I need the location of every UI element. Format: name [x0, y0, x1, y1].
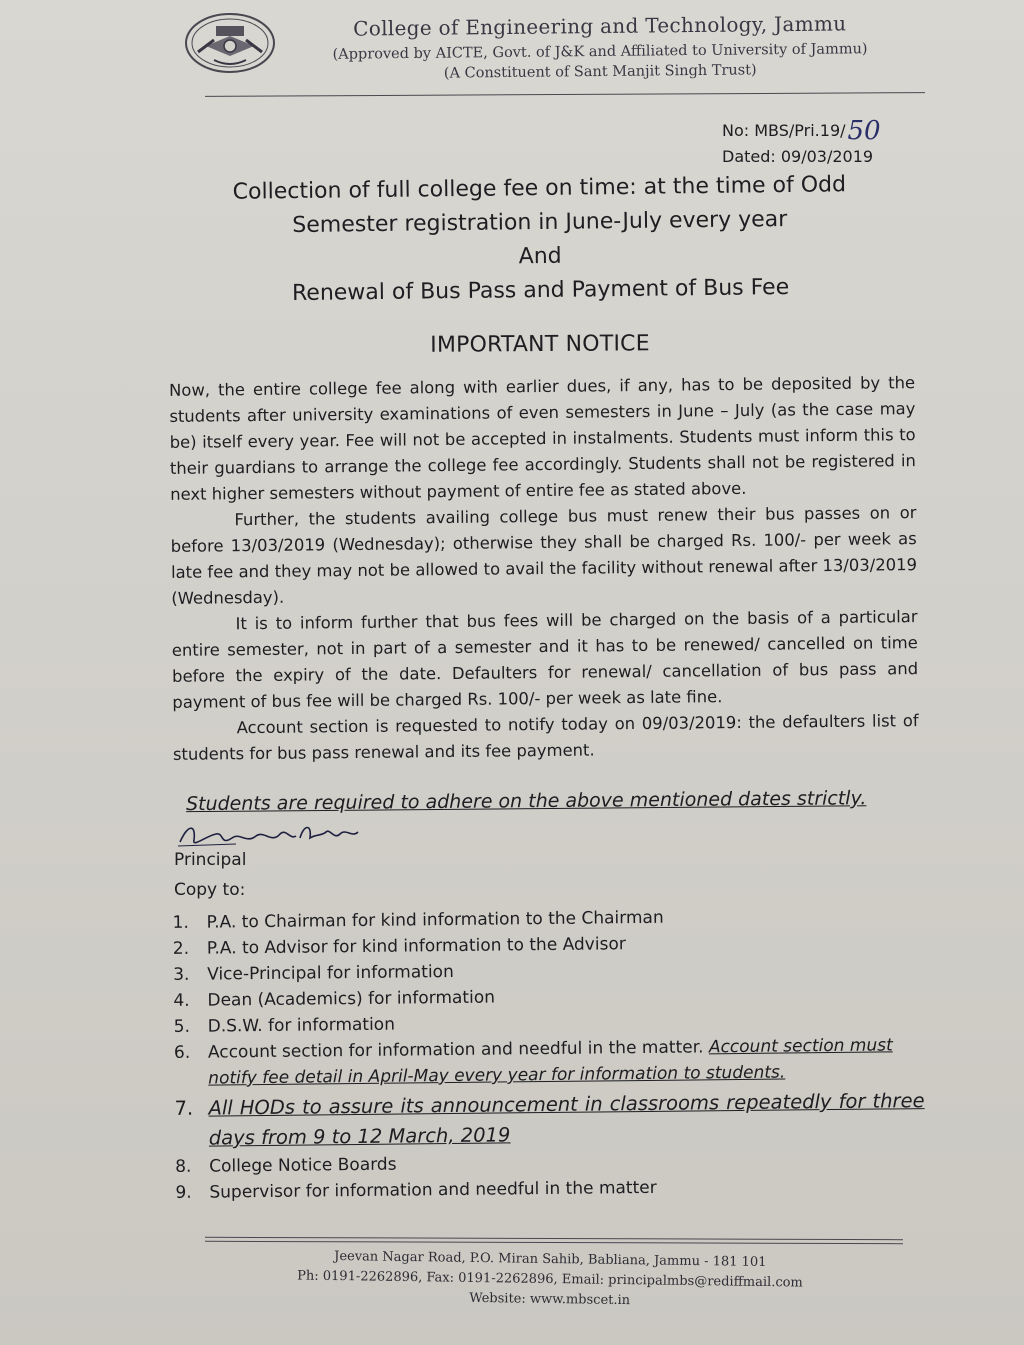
footer-divider: [205, 1237, 903, 1244]
list-item: 9. Supervisor for information and needful in the matter: [175, 1177, 657, 1203]
reference-date: Dated: 09/03/2019: [722, 147, 874, 166]
principal-signature: [176, 818, 366, 852]
title-line: Renewal of Bus Pass and Payment of Bus Fee: [291, 274, 790, 307]
title-line: Semester registration in June-July every year: [292, 206, 788, 239]
approval-line: (Approved by AICTE, Govt. of J&K and Affiliated to University of Jammu): [332, 41, 868, 63]
list-item: 2. P.A. to Advisor for kind information to the Advisor: [172, 934, 626, 959]
list-item: 4. Dean (Academics) for information: [173, 987, 496, 1011]
copy-to-label: Copy to:: [174, 880, 246, 900]
title-line: Collection of full college fee on time: at the time of Odd: [232, 172, 847, 205]
footer-website: Website: www.mbscet.in: [469, 1290, 631, 1309]
college-logo-emblem: [184, 12, 276, 74]
list-item: 8. College Notice Boards: [175, 1154, 397, 1177]
reference-number: No: MBS/Pri.19/50: [722, 116, 881, 146]
list-item: 5. D.S.W. for information: [173, 1014, 396, 1037]
important-notice-heading: IMPORTANT NOTICE: [430, 331, 650, 358]
list-item: 7. All HODs to assure its announcement in classrooms repeatedly for three days from 9 to 12 March, 2019: [174, 1089, 925, 1150]
footer-contact: [240, 1246, 861, 1315]
letterhead: [300, 11, 901, 83]
paragraph: Further, the students availing college bus must renew their bus passes on or before 13/03/2019 (Wednesday); otherwise they shall be charged Rs. 100/- per week as late fee and they may not be allowed to avail the facility without renewal after 13/03/2019 (Wednesday).: [170, 503, 918, 608]
account-section-note: Account section must notify fee detail in April-May every year for information to students.: [208, 1035, 893, 1089]
list-item: 6. Account section for information and needful in the matter. Account section must notify fee detail in April-May every year for information to students.: [173, 1035, 893, 1089]
list-item: 1. P.A. to Chairman for kind information to the Chairman: [172, 907, 664, 933]
paragraph: It is to inform further that bus fees will be charged on the basis of a particular entire semester, not in part of a semester and it has to be renewed/ cancelled on time before the expiry of the date. Defaulters for renewal/ cancellation of bus pass and payment of bus fee will be charged Rs. 100/- per week as late fine.: [171, 607, 919, 712]
handwritten-number: 50: [847, 116, 881, 146]
list-item: 3. Vice-Principal for information: [173, 961, 454, 985]
title-line: And: [518, 243, 562, 270]
footer-address: Jeevan Nagar Road, P.O. Miran Sahib, Babliana, Jammu - 181 101: [334, 1248, 767, 1271]
reference-block: [722, 118, 881, 170]
header-divider: [205, 92, 925, 97]
paragraph: Account section is requested to notify today on 09/03/2019: the defaulters list of students for bus pass renewal and its fee payment.: [172, 711, 919, 764]
notice-body: [169, 370, 919, 768]
notice-title: [179, 168, 901, 313]
copy-to-list: [172, 902, 925, 1206]
signatory-title: Principal: [174, 850, 247, 870]
strict-adherence-line: Students are required to adhere on the above mentioned dates strictly.: [185, 787, 867, 816]
footer-phone-email: Ph: 0191-2262896, Fax: 0191-2262896, Email: principalmbs@rediffmail.com: [297, 1268, 803, 1291]
paragraph: Now, the entire college fee along with earlier dues, if any, has to be deposited by the students after university examinations of even semesters in June – July (as the case may be) itself every year. Fee will not be accepted in instalments. Students must inform this to their guardians to arrange the college fee accordingly. Students shall not be registered in next higher semesters without payment of entire fee as stated above.: [169, 373, 916, 504]
college-name: College of Engineering and Technology, Jammu: [353, 11, 847, 41]
trust-line: (A Constituent of Sant Manjit Singh Trust): [443, 62, 757, 82]
